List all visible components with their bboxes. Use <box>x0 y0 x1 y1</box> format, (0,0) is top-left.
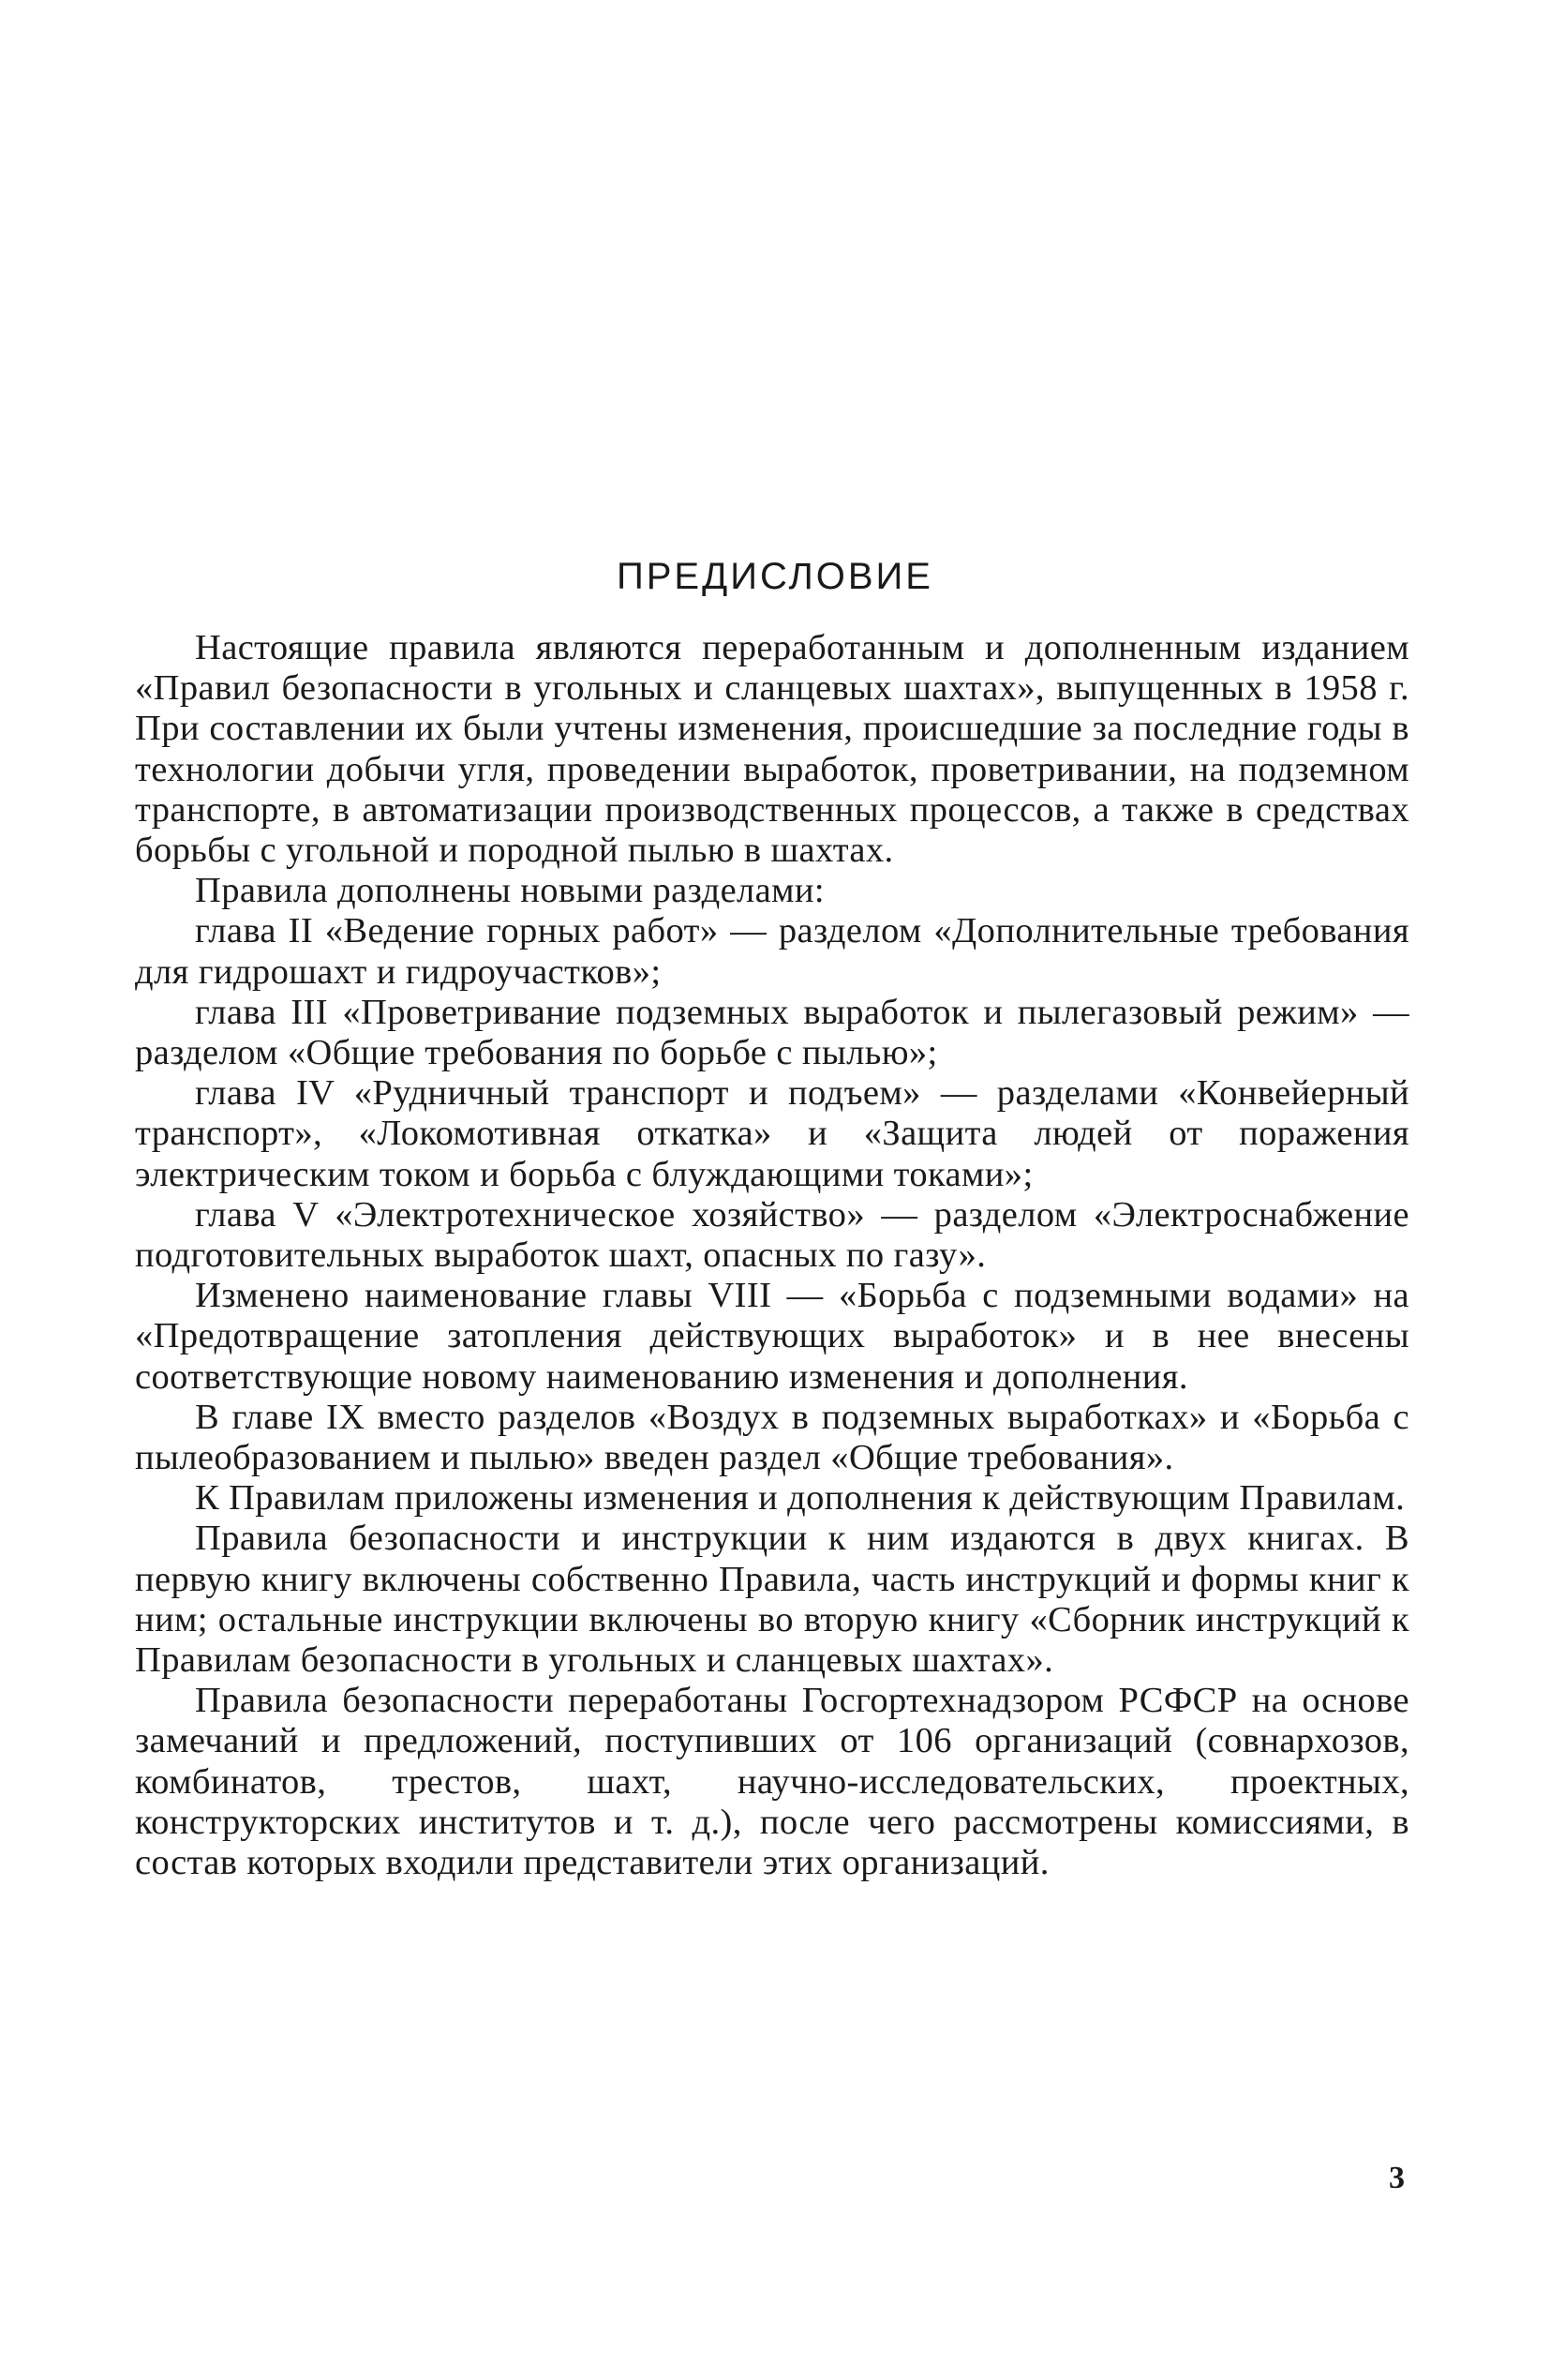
paragraph: глава IV «Рудничный транспорт и подъем» — разделами «Конвейерный транспорт», «Локомотивная откатка» и «Защита людей от поражения электрическим током и борьба с блуждающими токами»; <box>135 1073 1409 1194</box>
page-number: 3 <box>1389 2161 1405 2195</box>
paragraph: Правила дополнены новыми разделами: <box>195 871 826 911</box>
paragraph: глава V «Электротехническое хозяйство» — разделом «Электроснабжение подготовительных выработок шахт, опасных по газу». <box>135 1194 1409 1276</box>
preface-body <box>135 628 1409 1883</box>
paragraph: Правила безопасности и инструкции к ним издаются в двух книгах. В первую книгу включены собственно Правила, часть инструкций и формы книг к ним; остальные инструкции включены во вторую книгу «Сборник инструкций к Правилам безопасности в угольных и сланцевых шахтах». <box>135 1519 1409 1681</box>
paragraph: Настоящие правила являются переработанным и дополненным изданием «Правил безопасности в угольных и сланцевых шахтах», выпущенных в 1958 г. При составлении их были учтены изменения, происшедшие за последние годы в технологии добычи угля, проведении выработок, проветривании, на подземном транспорте, в автоматизации производственных процессов, а также в средствах борьбы с угольной и породной пылью в шахтах. <box>135 628 1409 871</box>
paragraph: глава III «Проветривание подземных выработок и пылегазовый режим» — разделом «Общие требования по борьбе с пылью»; <box>135 992 1409 1073</box>
paragraph: В главе IX вместо разделов «Воздух в подземных выработках» и «Борьба с пылеобразованием и пылью» введен раздел «Общие требования». <box>135 1397 1409 1478</box>
paragraph: Изменено наименование главы VIII — «Борьба с подземными водами» на «Предотвращение затопления действующих выработок» и в нее внесены соответствующие новому наименованию изменения и дополнения. <box>135 1276 1409 1397</box>
paragraph: глава II «Ведение горных работ» — разделом «Дополнительные требования для гидрошахт и гидроучастков»; <box>135 911 1409 992</box>
page-title: ПРЕДИСЛОВИЕ <box>617 556 933 597</box>
paragraph: Правила безопасности переработаны Госгортехнадзором РСФСР на основе замечаний и предложений, поступивших от 106 организаций (совнархозов, комбинатов, трестов, шахт, научно-исследовательских, проектных, конструкторских институтов и т. д.), после чего рассмотрены комиссиями, в состав которых входили представители этих организаций. <box>135 1681 1409 1883</box>
paragraph: К Правилам приложены изменения и дополнения к действующим Правилам. <box>195 1478 1406 1519</box>
